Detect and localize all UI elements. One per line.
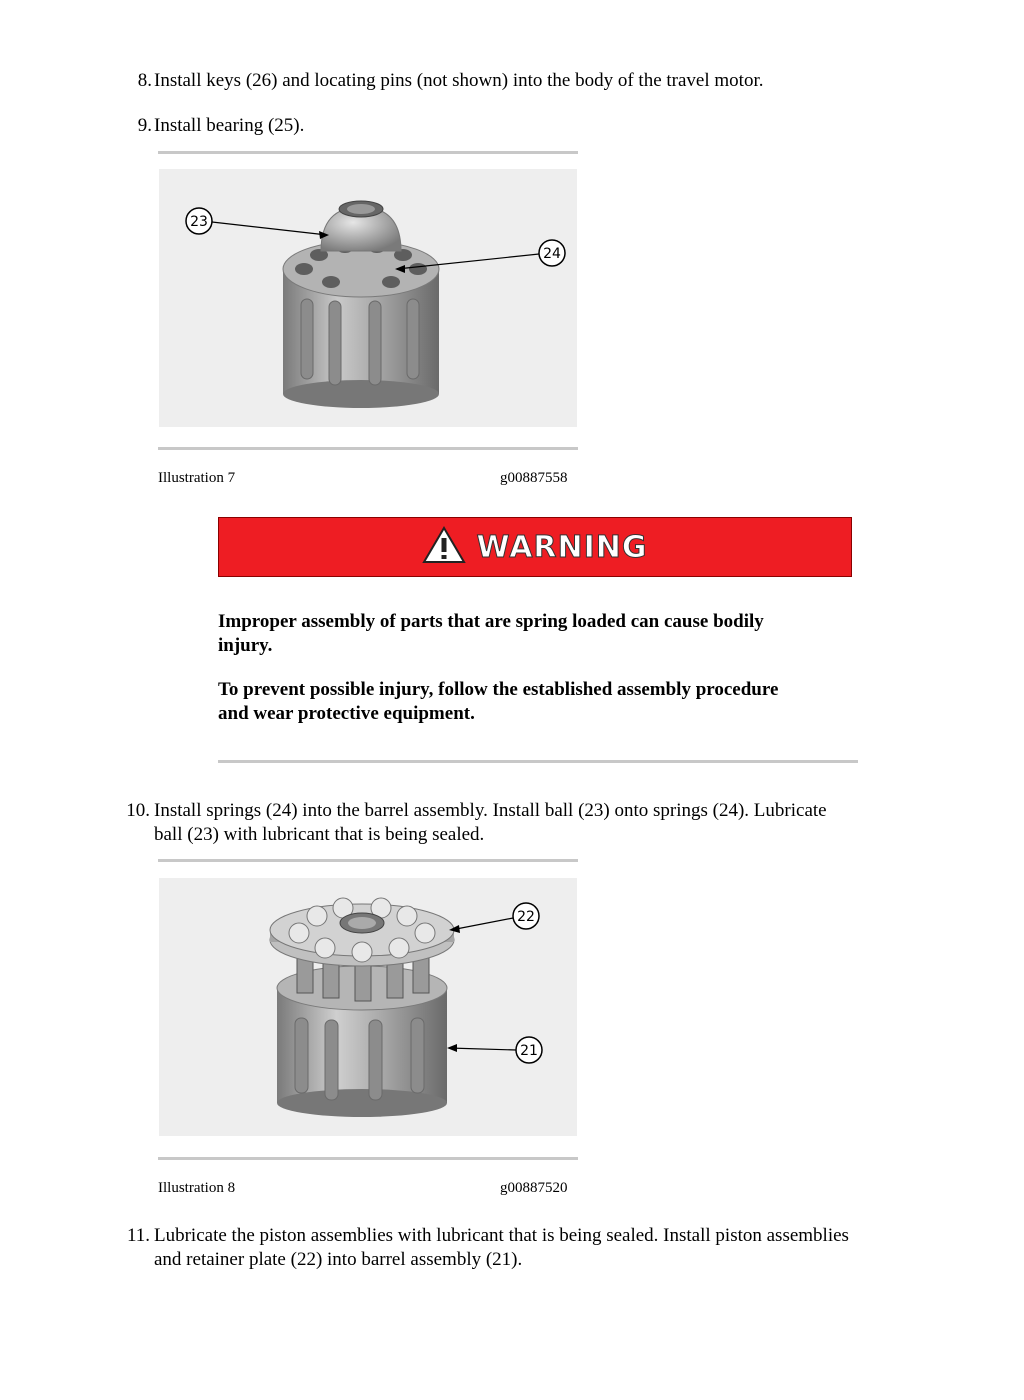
- illustration-bottom-rule: [158, 1157, 578, 1160]
- illustration-7-photo: [159, 169, 577, 427]
- step-text-line: Install springs (24) into the barrel assembly. Install ball (23) onto springs (24). Lubricate: [154, 800, 827, 821]
- callout-24: 24: [543, 246, 561, 262]
- illustration-top-rule: [158, 151, 578, 154]
- illustration-8-id: g00887520: [500, 1180, 568, 1196]
- step-text: Install bearing (25).: [154, 115, 305, 136]
- step-text-line: and retainer plate (22) into barrel assembly (21).: [154, 1249, 523, 1270]
- warning-text-line: injury.: [218, 635, 273, 656]
- illustration-7-id: g00887558: [500, 470, 568, 486]
- warning-title: WARNING: [476, 529, 648, 565]
- callout-21: 21: [520, 1043, 538, 1059]
- warning-text-line: To prevent possible injury, follow the established assembly procedure: [218, 679, 779, 700]
- illustration-8-photo: [159, 878, 577, 1136]
- step-number: 8.: [137, 70, 152, 91]
- step-text-line: ball (23) with lubricant that is being sealed.: [154, 824, 485, 845]
- step-number: 11.: [126, 1225, 150, 1246]
- warning-text-line: and wear protective equipment.: [218, 703, 475, 724]
- callout-23: 23: [190, 214, 208, 230]
- warning-bottom-rule: [218, 760, 858, 763]
- step-text-line: Lubricate the piston assemblies with lubricant that is being sealed. Install piston assemblies: [154, 1225, 849, 1246]
- warning-banner: [218, 517, 852, 577]
- illustration-8-label: Illustration 8: [158, 1180, 236, 1196]
- step-number: 9.: [137, 115, 152, 136]
- warning-triangle-icon: [422, 526, 466, 569]
- warning-paragraph-2: [218, 678, 858, 726]
- illustration-7-label: Illustration 7: [158, 470, 236, 486]
- step-text: Install keys (26) and locating pins (not shown) into the body of the travel motor.: [154, 70, 764, 91]
- warning-text-line: Improper assembly of parts that are spring loaded can cause bodily: [218, 611, 764, 632]
- illustration-bottom-rule: [158, 447, 578, 450]
- illustration-top-rule: [158, 859, 578, 862]
- step-number: 10.: [126, 800, 150, 821]
- warning-paragraph-1: [218, 610, 858, 658]
- callout-22: 22: [517, 909, 535, 925]
